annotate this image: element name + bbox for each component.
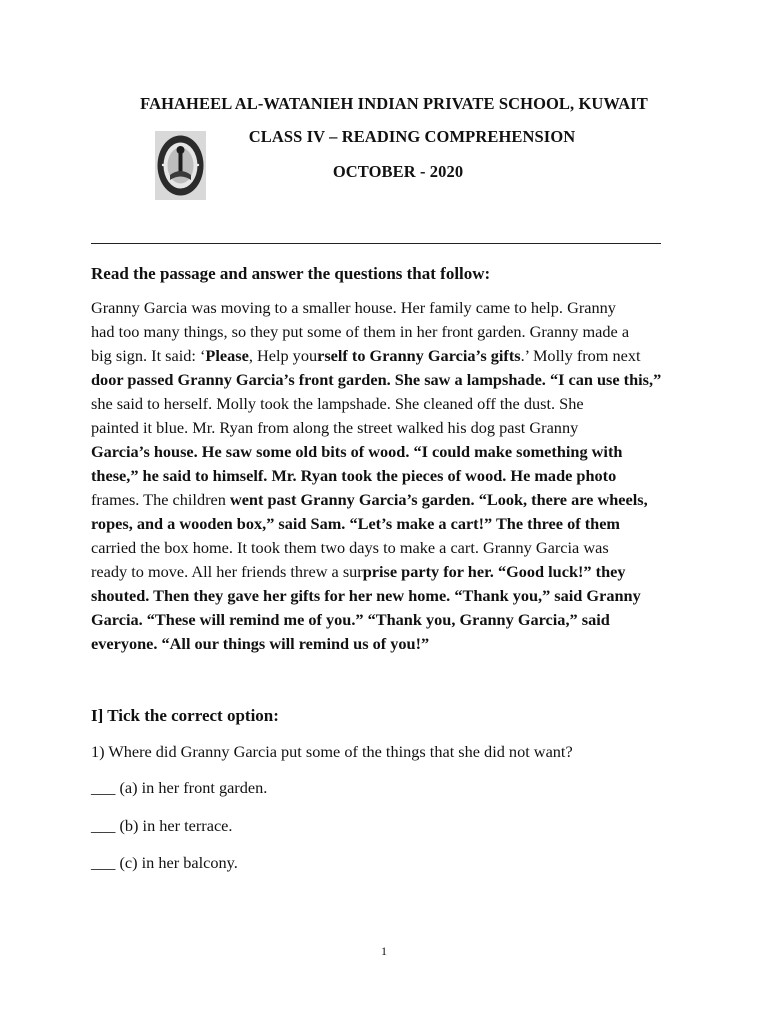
option-c[interactable]: ___ (c) in her balcony. xyxy=(91,853,238,872)
passage-line xyxy=(91,344,681,368)
option-b[interactable]: ___ (b) in her terrace. xyxy=(91,816,233,835)
passage-text: frames. The children xyxy=(91,490,230,509)
class-title: CLASS IV – READING COMPREHENSION xyxy=(248,127,576,146)
passage-text: Please xyxy=(205,346,249,365)
passage-line xyxy=(91,392,681,416)
reading-passage xyxy=(91,296,681,656)
passage-text: painted it blue. Mr. Ryan from along the street walked his dog past Granny xyxy=(91,418,579,437)
passage-text: ropes, and a wooden box,” said Sam. “Let’s make a cart!” The three of them xyxy=(91,514,620,533)
passage-line xyxy=(91,296,681,320)
passage-text: ready to move. All her friends threw a sur xyxy=(91,562,363,581)
header-divider xyxy=(91,243,661,244)
passage-text: shouted. Then they gave her gifts for her new home. “Thank you,” said Granny xyxy=(91,586,641,605)
page-number: 1 xyxy=(381,944,387,958)
passage-line xyxy=(91,560,681,584)
passage-text: , Help you xyxy=(248,346,318,365)
passage-line xyxy=(91,416,681,440)
passage-text: Garcia’s house. He saw some old bits of wood. “I could make something with xyxy=(91,442,623,461)
passage-line xyxy=(91,536,681,560)
passage-line xyxy=(91,440,681,464)
passage-text: went past Granny Garcia’s garden. “Look, there are wheels, xyxy=(229,490,648,509)
passage-line xyxy=(91,488,681,512)
passage-line xyxy=(91,584,681,608)
passage-text: Garcia. “These will remind me of you.” “Thank you, Granny Garcia,” said xyxy=(91,610,610,629)
exam-date: OCTOBER - 2020 xyxy=(332,162,464,181)
passage-line xyxy=(91,608,681,632)
passage-text: she said to herself. Molly took the lampshade. She cleaned off the dust. She xyxy=(91,394,584,413)
passage-line xyxy=(91,368,681,392)
passage-text: rself to Granny Garcia’s gifts xyxy=(317,346,521,365)
section-title: I] Tick the correct option: xyxy=(91,706,279,725)
passage-line xyxy=(91,464,681,488)
passage-text: big sign. It said: ‘ xyxy=(91,346,206,365)
passage-line xyxy=(91,632,681,656)
school-name: FAHAHEEL AL-WATANIEH INDIAN PRIVATE SCHOOL, KUWAIT xyxy=(140,94,648,113)
option-a[interactable]: ___ (a) in her front garden. xyxy=(91,778,268,797)
passage-text: everyone. “All our things will remind us of you!” xyxy=(91,634,430,653)
passage-text: door passed Granny Garcia’s front garden. She saw a lampshade. “I can use this,” xyxy=(91,370,662,389)
instruction-heading: Read the passage and answer the questions that follow: xyxy=(91,264,491,283)
passage-text: carried the box home. It took them two days to make a cart. Granny Garcia was xyxy=(91,538,609,557)
passage-text: prise party for her. “Good luck!” they xyxy=(362,562,626,581)
passage-text: had too many things, so they put some of them in her front garden. Granny made a xyxy=(91,322,630,341)
school-crest-icon xyxy=(155,131,206,200)
passage-line xyxy=(91,320,681,344)
passage-text: Granny Garcia was moving to a smaller house. Her family came to help. Granny xyxy=(91,298,616,317)
passage-text: these,” he said to himself. Mr. Ryan took the pieces of wood. He made photo xyxy=(91,466,617,485)
passage-line xyxy=(91,512,681,536)
passage-text: .’ Molly from next xyxy=(520,346,641,365)
question-1: 1) Where did Granny Garcia put some of the things that she did not want? xyxy=(91,742,573,761)
